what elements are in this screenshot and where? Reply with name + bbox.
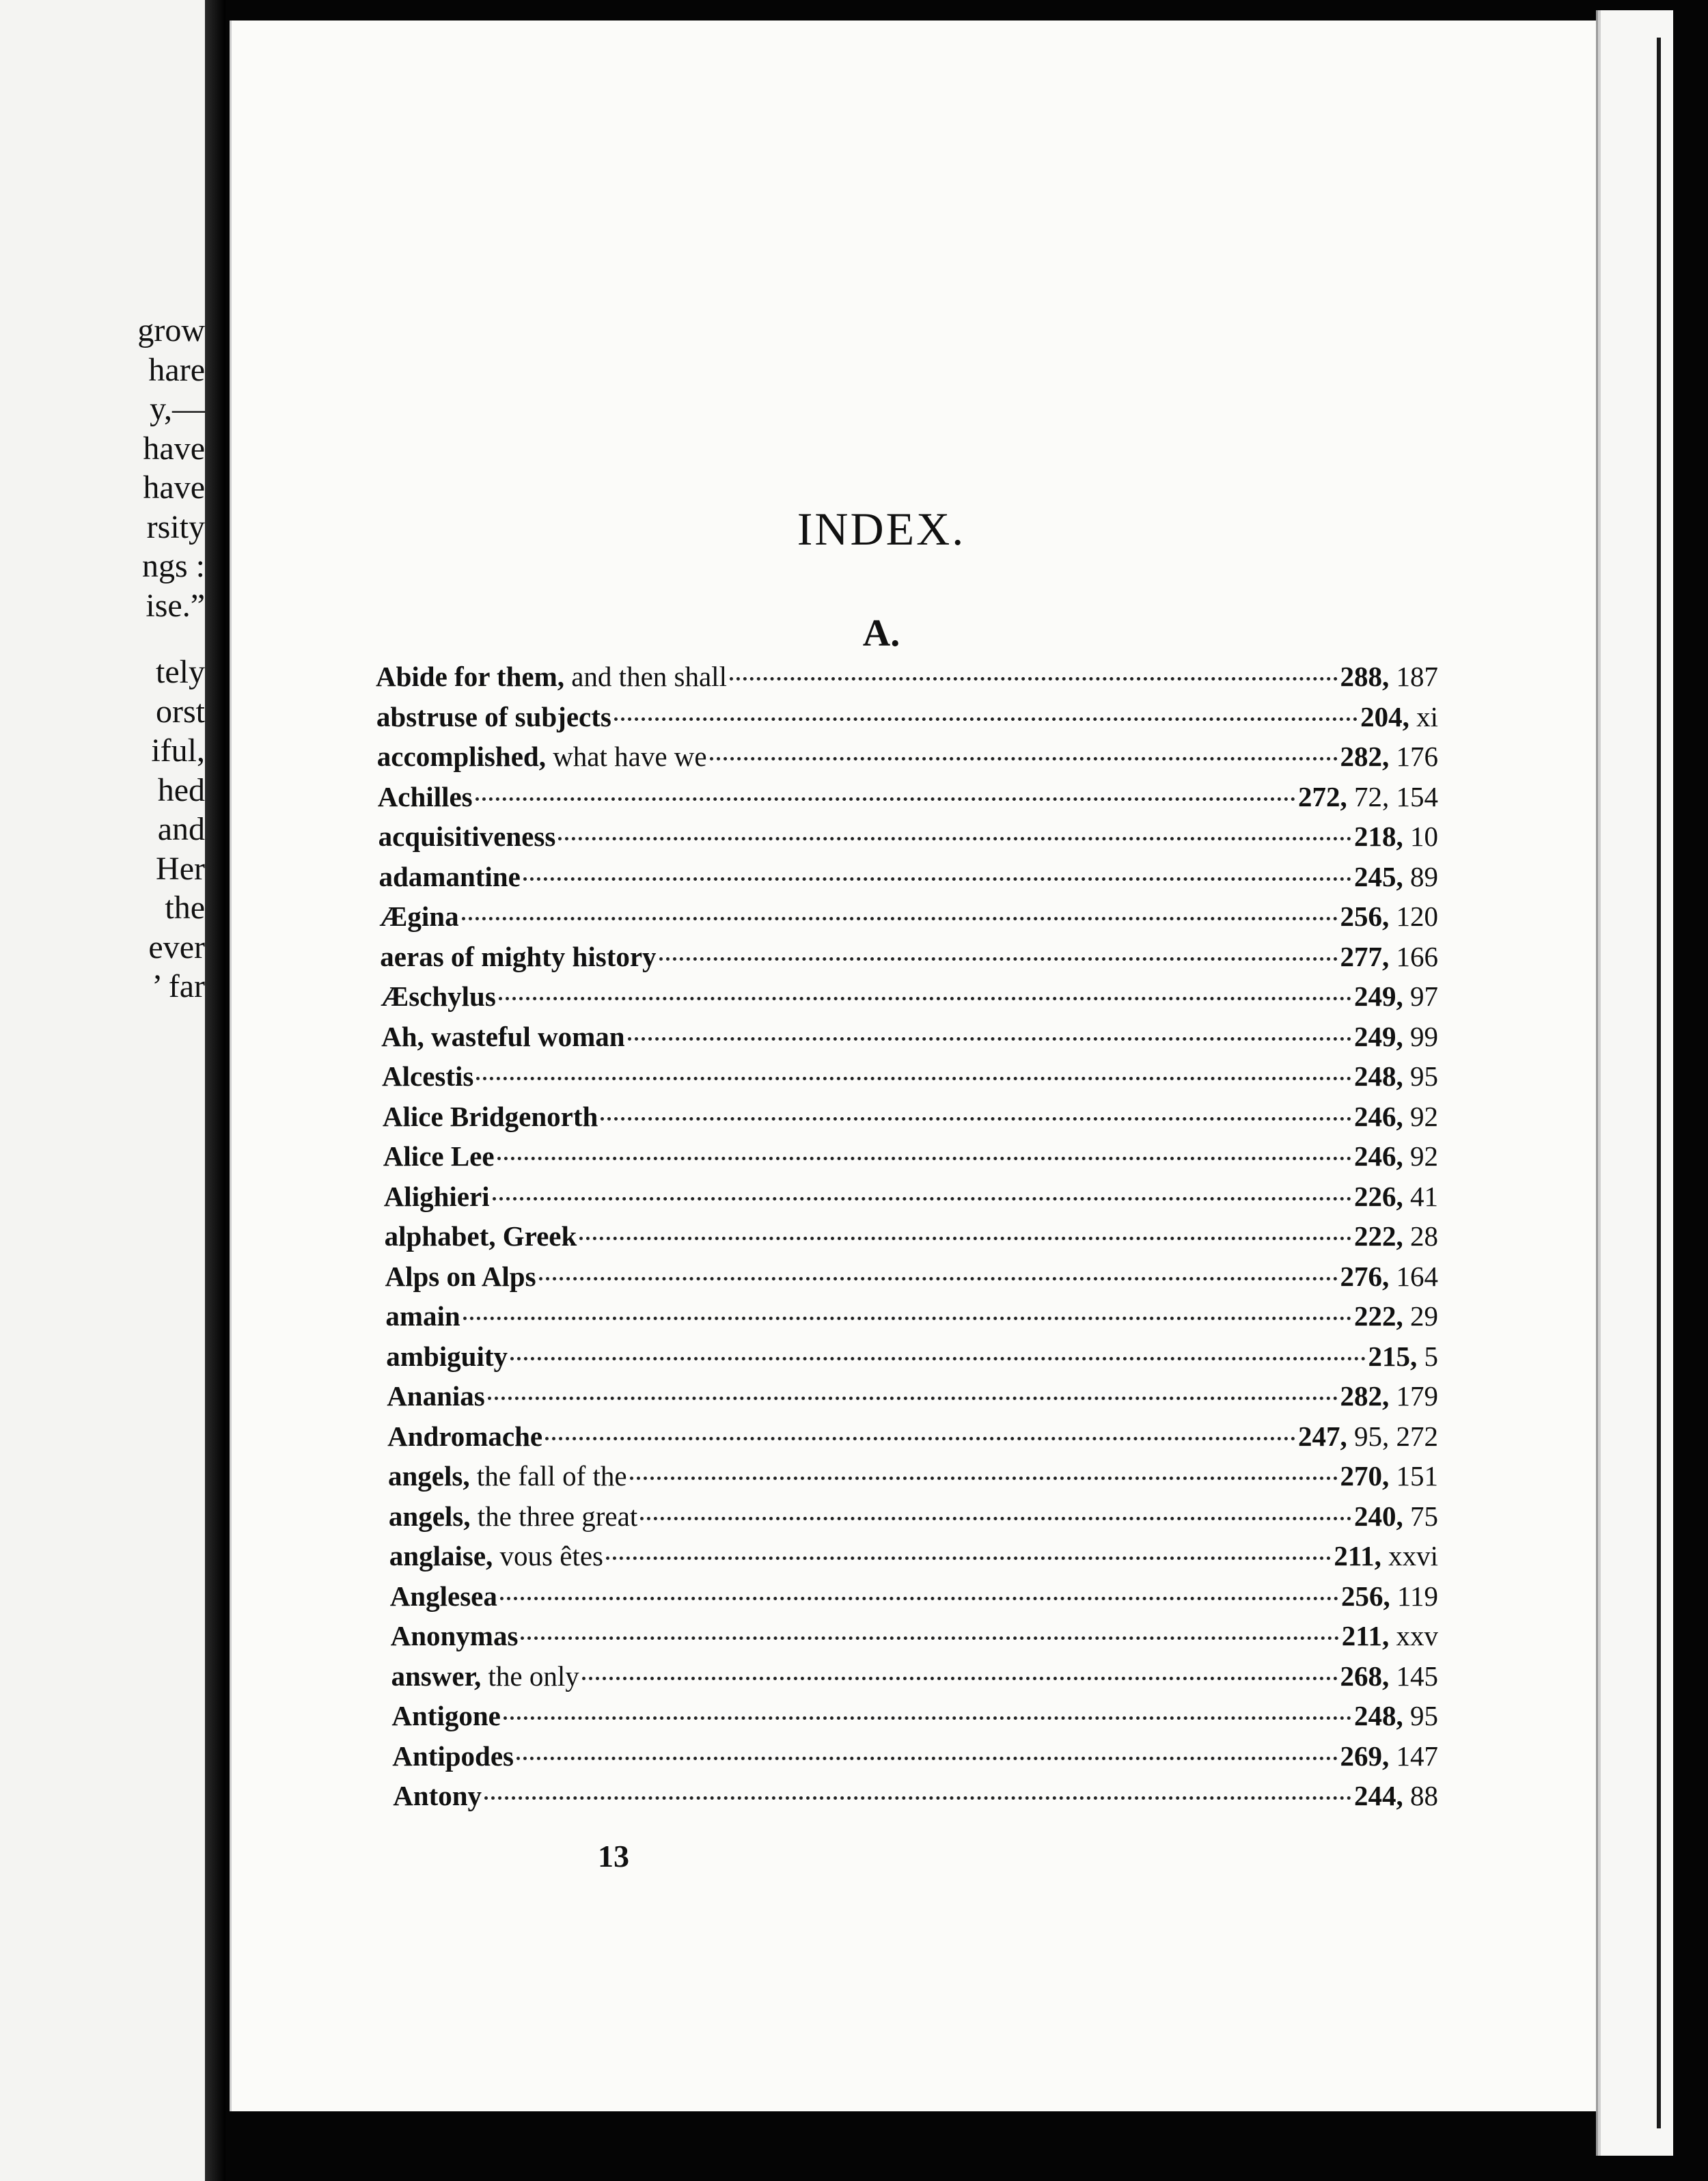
index-pages [1340, 660, 1439, 693]
index-first-page: 268, [1340, 1660, 1390, 1692]
index-term [391, 1619, 519, 1652]
index-pages [1340, 1260, 1439, 1293]
index-other-pages: 120 [1389, 901, 1438, 932]
index-entry [376, 1140, 1438, 1180]
index-pages [1354, 1220, 1438, 1252]
index-term-bold: angels, [388, 1460, 470, 1492]
index-first-page: 246, [1354, 1100, 1403, 1132]
dot-leader [523, 877, 1351, 881]
index-term-rest: what have we [545, 741, 707, 772]
index-term [385, 1220, 577, 1252]
index-other-pages: 5 [1417, 1340, 1438, 1372]
index-pages [1341, 1580, 1438, 1613]
index-other-pages: 176 [1389, 741, 1438, 772]
index-first-page: 244, [1354, 1780, 1403, 1811]
index-other-pages: 88 [1403, 1780, 1438, 1811]
dot-leader [545, 1437, 1295, 1440]
index-pages [1354, 1060, 1438, 1093]
index-pages [1340, 1380, 1439, 1412]
index-entry [376, 660, 1438, 700]
index-term-bold: Æschylus [381, 980, 496, 1012]
index-entry [376, 1539, 1438, 1580]
dot-leader [499, 997, 1351, 1000]
index-pages [1368, 1340, 1439, 1373]
index-other-pages: 41 [1403, 1180, 1438, 1212]
index-term-bold: anglaise, [389, 1540, 493, 1572]
facing-page-line: Her [156, 850, 205, 887]
page-edge [1596, 10, 1673, 2156]
index-term-bold: Abide for them, [376, 661, 564, 692]
index-term [381, 980, 496, 1013]
index-first-page: 248, [1354, 1060, 1403, 1092]
index-other-pages: 151 [1389, 1460, 1438, 1492]
index-term [385, 1260, 536, 1293]
dot-leader [493, 1197, 1351, 1201]
index-term-bold: Alps on Alps [385, 1260, 536, 1292]
index-pages [1340, 900, 1439, 933]
index-term-bold: acquisitiveness [378, 821, 556, 852]
index-term [381, 1020, 625, 1053]
index-term-bold: Ananias [387, 1380, 485, 1412]
index-term-bold: Antony [393, 1780, 482, 1811]
index-entry [376, 820, 1438, 860]
index-entry [376, 980, 1438, 1020]
index-other-pages: 99 [1403, 1020, 1438, 1052]
facing-page-line: ngs : [141, 548, 205, 584]
index-term [379, 900, 458, 933]
index-entry [376, 1420, 1438, 1460]
index-first-page: 256, [1340, 901, 1390, 932]
index-term [376, 660, 727, 693]
dot-leader [497, 1157, 1351, 1160]
index-term [387, 1420, 542, 1453]
index-term [378, 820, 556, 853]
index-other-pages: 97 [1403, 980, 1438, 1012]
index-pages [1354, 980, 1438, 1013]
dot-leader [521, 1636, 1338, 1640]
index-other-pages: 95 [1403, 1060, 1438, 1092]
index-other-pages: 75 [1403, 1500, 1438, 1532]
index-first-page: 246, [1354, 1140, 1403, 1172]
index-first-page: 245, [1354, 860, 1403, 892]
index-term-bold: Antigone [391, 1700, 501, 1731]
facing-page-left [0, 0, 205, 2181]
index-term-bold: answer, [391, 1660, 482, 1692]
index-pages [1360, 700, 1438, 733]
index-first-page: 218, [1354, 821, 1403, 852]
facing-page-line: have [143, 469, 205, 506]
facing-page-line: ever [148, 929, 205, 965]
index-entry [376, 1340, 1438, 1380]
dot-leader [579, 1237, 1351, 1240]
book-gutter [205, 0, 225, 2181]
index-other-pages: 147 [1389, 1740, 1438, 1772]
index-term [383, 1140, 495, 1172]
index-term [376, 700, 611, 733]
section-heading: A. [862, 612, 900, 655]
index-term [388, 1459, 627, 1492]
index-other-pages: 95 [1403, 1700, 1438, 1731]
index-pages [1340, 740, 1439, 773]
index-term [391, 1660, 579, 1692]
facing-page-line: rsity [146, 508, 205, 545]
index-pages [1298, 780, 1438, 813]
index-first-page: 282, [1340, 741, 1390, 772]
dot-leader [488, 1397, 1338, 1400]
facing-page-line: hed [157, 771, 205, 808]
index-term-bold: Ægina [379, 901, 459, 932]
index-term-bold: Antipodes [392, 1740, 514, 1772]
index-term-rest: the only [481, 1660, 579, 1692]
index-first-page: 215, [1368, 1340, 1418, 1372]
index-term-bold: Anglesea [389, 1580, 497, 1612]
index-other-pages: 29 [1403, 1300, 1438, 1332]
index-entry [376, 1380, 1438, 1420]
dot-leader [500, 1597, 1338, 1600]
index-entry [376, 1060, 1438, 1100]
index-term [389, 1539, 603, 1572]
index-other-pages: 119 [1390, 1580, 1438, 1612]
index-other-pages: xxv [1389, 1620, 1438, 1651]
dot-leader [730, 677, 1338, 681]
index-pages [1340, 940, 1439, 973]
index-term [387, 1380, 485, 1412]
index-entry [376, 1020, 1438, 1060]
facing-page-line: y,— [150, 391, 205, 427]
index-first-page: 282, [1340, 1380, 1390, 1412]
index-term-bold: Achilles [377, 780, 473, 812]
index-entry [376, 1699, 1438, 1740]
facing-page-line: and [157, 811, 205, 847]
index-other-pages: 164 [1389, 1260, 1438, 1292]
index-term-rest: the three great [470, 1500, 638, 1532]
facing-page-line: hare [148, 351, 205, 388]
index-term-bold: angels, [388, 1500, 471, 1532]
index-first-page: 277, [1340, 940, 1390, 972]
facing-page-line: orst [156, 693, 205, 730]
index-pages [1354, 1180, 1438, 1213]
index-first-page: 249, [1354, 980, 1403, 1012]
index-term [377, 740, 707, 773]
index-entry [376, 1779, 1438, 1820]
index-entry [376, 1220, 1438, 1260]
index-term [390, 1580, 497, 1613]
index-pages [1340, 1459, 1439, 1492]
dot-leader [628, 1037, 1351, 1041]
index-pages [1354, 1500, 1438, 1533]
dot-leader [484, 1796, 1351, 1800]
index-entry [376, 1580, 1438, 1620]
index-first-page: 247, [1298, 1420, 1347, 1452]
index-term-rest: and then shall [564, 661, 727, 692]
facing-page-line: grow [137, 312, 205, 348]
index-first-page: 226, [1354, 1180, 1403, 1212]
index-term-bold: Andromache [387, 1420, 543, 1452]
index-term-bold: accomplished, [376, 741, 546, 772]
index-pages [1354, 860, 1438, 893]
facing-page-text [0, 311, 205, 1006]
index-entry [376, 860, 1438, 901]
facing-page-line: iful, [151, 732, 205, 769]
index-term-bold: Alighieri [383, 1180, 490, 1212]
index-pages [1354, 1699, 1438, 1732]
index-term-rest: the fall of the [469, 1460, 627, 1492]
index-first-page: 211, [1341, 1620, 1390, 1651]
index-entry [376, 1619, 1438, 1660]
dot-leader [516, 1757, 1337, 1760]
index-term [382, 1060, 473, 1093]
index-term-rest: vous êtes [493, 1540, 603, 1572]
index-other-pages: 92 [1403, 1140, 1438, 1172]
index-term-bold: alphabet, Greek [384, 1220, 577, 1252]
index-term-bold: Ah, wasteful woman [381, 1020, 625, 1052]
index-first-page: 249, [1354, 1020, 1403, 1052]
index-first-page: 222, [1354, 1220, 1403, 1252]
index-term-bold: aeras of mighty history [380, 940, 657, 972]
facing-page-line: tely [156, 654, 205, 690]
index-entry [376, 940, 1438, 980]
index-first-page: 276, [1340, 1260, 1390, 1292]
index-other-pages: 95, 272 [1347, 1420, 1438, 1452]
dot-leader [539, 1277, 1338, 1280]
index-other-pages: 145 [1389, 1660, 1438, 1692]
index-first-page: 269, [1340, 1740, 1390, 1772]
index-other-pages: 72, 154 [1347, 780, 1438, 812]
index-term [391, 1699, 500, 1732]
dot-leader [476, 1077, 1351, 1080]
index-term-bold: abstruse of subjects [376, 700, 611, 732]
dot-leader [510, 1357, 1366, 1360]
index-first-page: 204, [1360, 700, 1409, 732]
index-pages [1354, 820, 1438, 853]
index-term [386, 1340, 508, 1373]
index-pages [1340, 1740, 1439, 1772]
index-term-bold: ambiguity [386, 1340, 508, 1372]
index-entry [376, 1180, 1438, 1220]
index-entry [376, 700, 1438, 741]
index-other-pages: xi [1409, 700, 1438, 732]
index-first-page: 211, [1334, 1540, 1381, 1572]
index-other-pages: 179 [1389, 1380, 1438, 1412]
index-pages [1340, 1660, 1439, 1692]
facing-page-line: ’ far [152, 968, 205, 1004]
dot-leader [601, 1117, 1351, 1121]
index-other-pages: 92 [1403, 1100, 1438, 1132]
index-first-page: 288, [1340, 661, 1390, 692]
index-first-page: 270, [1340, 1460, 1390, 1492]
index-entry [376, 1260, 1438, 1300]
dot-leader [659, 957, 1338, 961]
index-pages [1354, 1100, 1438, 1133]
index-entry [376, 780, 1438, 821]
index-entry [376, 1740, 1438, 1780]
index-term [393, 1779, 482, 1812]
dot-leader [710, 757, 1338, 760]
index-term [378, 780, 473, 813]
facing-page-line: have [143, 430, 205, 467]
index-pages [1354, 1140, 1438, 1172]
index-pages [1334, 1539, 1438, 1572]
dot-leader [640, 1517, 1351, 1520]
index-list [376, 660, 1438, 1820]
index-other-pages: 187 [1389, 661, 1438, 692]
index-first-page: 256, [1341, 1580, 1390, 1612]
dot-leader [463, 1317, 1351, 1320]
dot-leader [614, 717, 1358, 721]
index-term [392, 1740, 514, 1772]
index-term-bold: Anonymas [390, 1620, 519, 1651]
index-other-pages: 166 [1389, 940, 1438, 972]
facing-page-line: ise.” [146, 587, 205, 624]
index-other-pages: 10 [1403, 821, 1438, 852]
index-entry [376, 1500, 1438, 1540]
index-pages [1298, 1420, 1438, 1453]
index-entry [376, 1660, 1438, 1700]
index-term-bold: adamantine [378, 860, 521, 892]
index-entry [376, 1300, 1438, 1340]
dot-leader [476, 797, 1295, 801]
index-pages [1354, 1779, 1438, 1812]
index-first-page: 222, [1354, 1300, 1403, 1332]
index-first-page: 272, [1298, 780, 1347, 812]
index-other-pages: 28 [1403, 1220, 1438, 1252]
index-entry [376, 740, 1438, 780]
index-first-page: 248, [1354, 1700, 1403, 1731]
index-term [379, 860, 521, 893]
page-number: 13 [598, 1839, 629, 1874]
index-pages [1354, 1020, 1438, 1053]
dot-leader [558, 837, 1351, 840]
facing-page-line: the [165, 890, 205, 926]
dot-leader [606, 1556, 1331, 1560]
dot-leader [630, 1477, 1338, 1480]
index-term [389, 1500, 637, 1533]
index-entry [376, 900, 1438, 940]
index-term [384, 1180, 490, 1213]
index-first-page: 240, [1354, 1500, 1403, 1532]
index-term [385, 1300, 460, 1332]
index-entry [376, 1459, 1438, 1500]
index-other-pages: 89 [1403, 860, 1438, 892]
index-term-bold: amain [385, 1300, 460, 1332]
index-term-bold: Alcestis [382, 1060, 474, 1092]
index-term [383, 1100, 598, 1133]
dot-leader [504, 1716, 1351, 1720]
index-term-bold: Alice Bridgenorth [382, 1100, 598, 1132]
index-pages [1354, 1300, 1438, 1332]
dot-leader [462, 917, 1338, 920]
index-pages [1342, 1619, 1438, 1652]
index-term-bold: Alice Lee [383, 1140, 495, 1172]
index-entry [376, 1100, 1438, 1140]
index-other-pages: xxvi [1381, 1540, 1438, 1572]
dot-leader [582, 1677, 1338, 1680]
page-title: INDEX. [797, 503, 966, 555]
index-term [380, 940, 656, 973]
